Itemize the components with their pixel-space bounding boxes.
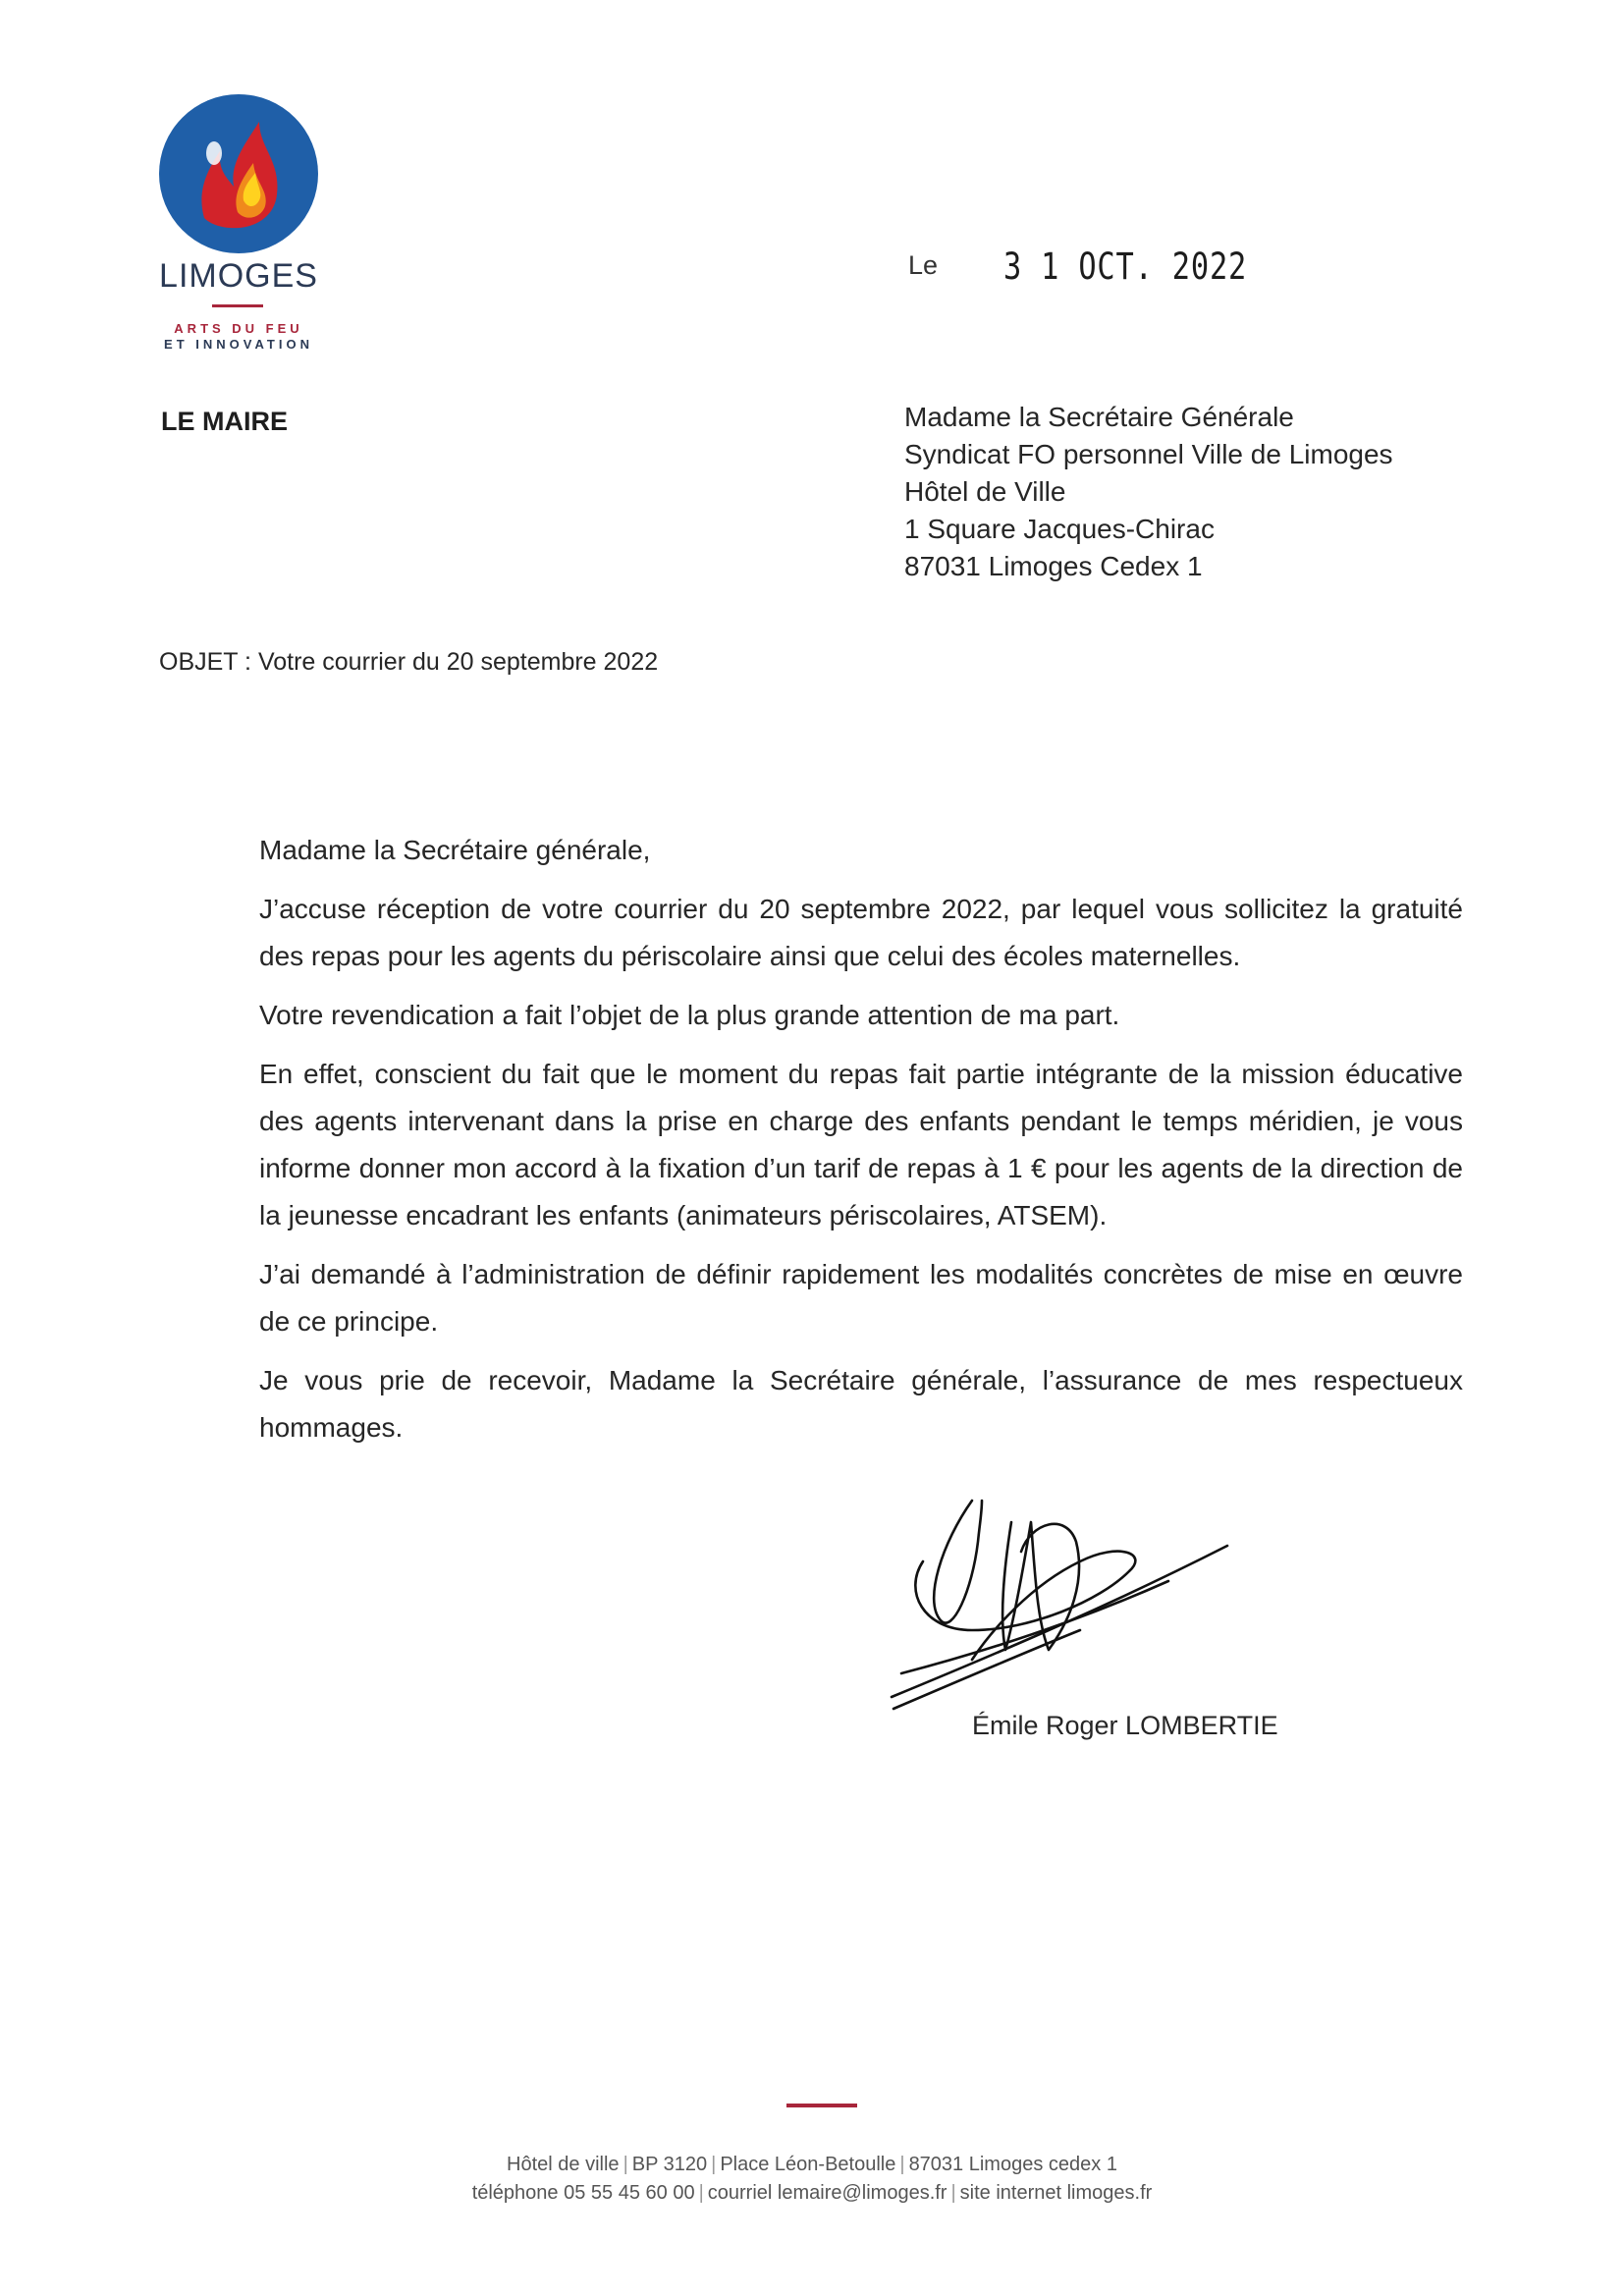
footer-contact — [0, 2182, 1624, 2205]
footer-item: Hôtel de ville — [507, 2154, 620, 2175]
salutation: Madame la Secrétaire générale, — [259, 835, 651, 865]
letter-body — [259, 827, 1463, 1463]
footer-separator: | — [950, 2182, 956, 2204]
date-stamp: 3 1 OCT. 2022 — [1003, 246, 1248, 288]
recipient-line: 87031 Limoges Cedex 1 — [904, 551, 1203, 581]
recipient-line: Syndicat FO personnel Ville de Limoges — [904, 439, 1393, 469]
footer-website: site internet limoges.fr — [959, 2182, 1153, 2204]
handwritten-signature — [884, 1483, 1247, 1738]
footer-separator: | — [698, 2182, 704, 2204]
footer-separator: | — [711, 2154, 717, 2175]
footer-phone: téléphone 05 55 45 60 00 — [471, 2182, 695, 2204]
footer-item: Place Léon-Betoulle — [720, 2154, 896, 2175]
signatory-name: Émile Roger LOMBERTIE — [972, 1711, 1278, 1740]
body-paragraph: En effet, conscient du fait que le moment du repas fait partie intégrante de la mission éducative des agents intervenant dans la prise en charge des enfants pendant le temps méridien, je vous informe donner mon accord à la fixation d’un tarif de repas à 1 € pour les agents de la direction de la jeunesse encadrant les enfants (animateurs périscolaires, ATSEM). — [259, 1059, 1463, 1230]
issuer-title: LE MAIRE — [161, 407, 289, 436]
recipient-line: 1 Square Jacques-Chirac — [904, 514, 1215, 544]
footer-divider — [786, 2104, 857, 2107]
body-paragraph: J’ai demandé à l’administration de définir rapidement les modalités concrètes de mise en œuvre de ce principe. — [259, 1259, 1463, 1337]
footer-email: courriel lemaire@limoges.fr — [707, 2182, 947, 2204]
recipient-line: Hôtel de Ville — [904, 476, 1066, 507]
body-paragraph: Votre revendication a fait l’objet de la plus grande attention de ma part. — [259, 1000, 1120, 1030]
recipient-line: Madame la Secrétaire Générale — [904, 402, 1294, 432]
footer-address — [0, 2154, 1624, 2176]
footer-item: 87031 Limoges cedex 1 — [908, 2154, 1117, 2175]
footer-separator: | — [623, 2154, 628, 2175]
body-paragraph: Je vous prie de recevoir, Madame la Secrétaire générale, l’assurance de mes respectueux hommages. — [259, 1365, 1463, 1443]
date-prefix: Le — [908, 250, 939, 280]
logo-tagline-2: ET INNOVATION — [164, 337, 313, 352]
limoges-logo-icon — [157, 92, 320, 255]
logo-divider — [212, 304, 263, 307]
logo-tagline-1: ARTS DU FEU — [174, 321, 303, 336]
recipient-address — [904, 399, 1393, 585]
footer-item: BP 3120 — [631, 2154, 708, 2175]
letter-subject: OBJET : Votre courrier du 20 septembre 2022 — [159, 648, 659, 676]
logo-city-name: LIMOGES — [159, 257, 318, 295]
body-paragraph: J’accuse réception de votre courrier du 20 septembre 2022, par lequel vous sollicitez la gratuité des repas pour les agents du périscolaire ainsi que celui des écoles maternelles. — [259, 894, 1463, 971]
footer-separator: | — [899, 2154, 905, 2175]
